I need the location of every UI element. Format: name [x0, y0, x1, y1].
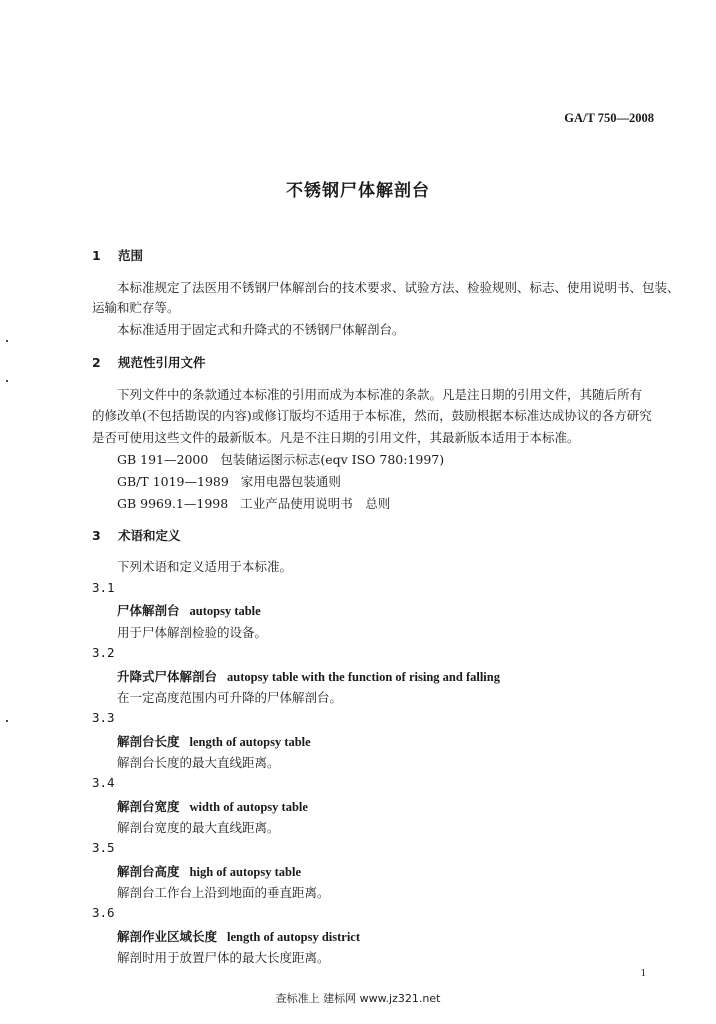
subclause-number: 3.5: [92, 840, 115, 855]
term-cn: 解剖作业区域长度: [117, 929, 218, 944]
term-en: length of autopsy district: [227, 930, 361, 944]
section-1-heading: [92, 246, 143, 264]
section-number: 2: [92, 355, 101, 370]
term-cn: 解剖台宽度: [117, 799, 180, 814]
page-number: 1: [640, 967, 646, 979]
section-title: 范围: [118, 248, 144, 263]
section-number: 3: [92, 528, 101, 543]
scan-speck: [6, 720, 8, 722]
reference-title: 家用电器包装通则: [240, 474, 341, 489]
paragraph-line: 的修改单(不包括勘误的内容)或修订版均不适用于本标准，然而，鼓励根据本标准达成协议的各方研究: [92, 408, 652, 423]
term-heading: [117, 862, 301, 880]
subclause-number: 3.2: [92, 645, 115, 660]
reference-item: [117, 450, 444, 468]
subclause-number: 3.4: [92, 775, 115, 790]
reference-title: 工业产品使用说明书 总则: [240, 496, 391, 511]
section-title: 规范性引用文件: [118, 355, 206, 370]
term-definition: 解剖台长度的最大直线距离。: [117, 755, 280, 770]
reference-item: [117, 472, 341, 490]
reference-code: GB 191—2000: [117, 452, 209, 467]
term-heading: [117, 601, 261, 619]
paragraph-line: 下列文件中的条款通过本标准的引用而成为本标准的条款。凡是注日期的引用文件，其随后所有: [117, 387, 643, 402]
section-title: 术语和定义: [118, 528, 181, 543]
term-heading: [117, 667, 500, 685]
watermark-footer: 查标准上 建标网 www.jz321.net: [275, 992, 441, 1005]
term-heading: [117, 732, 311, 750]
term-definition: 用于尸体解剖检验的设备。: [117, 625, 268, 640]
term-heading: [117, 927, 360, 945]
scan-speck: [6, 340, 8, 342]
paragraph-line: 运输和贮存等。: [92, 300, 180, 315]
reference-code: GB/T 1019—1989: [117, 474, 229, 489]
subclause-number: 3.1: [92, 580, 115, 595]
reference-item: [117, 494, 390, 512]
standard-code: GA/T 750—2008: [564, 111, 654, 125]
term-cn: 解剖台高度: [117, 864, 180, 879]
section-2-heading: [92, 353, 206, 371]
term-heading: [117, 797, 308, 815]
term-cn: 解剖台长度: [117, 734, 180, 749]
term-definition: 解剖台工作台上沿到地面的垂直距离。: [117, 885, 330, 900]
term-en: high of autopsy table: [189, 865, 301, 879]
reference-title: 包装储运图示标志(eqv ISO 780:1997): [220, 452, 445, 467]
term-cn: 尸体解剖台: [117, 603, 180, 618]
reference-code: GB 9969.1—1998: [117, 496, 229, 511]
scan-speck: [6, 380, 8, 382]
term-definition: 解剖时用于放置尸体的最大长度距离。: [117, 950, 330, 965]
subclause-number: 3.6: [92, 905, 115, 920]
term-cn: 升降式尸体解剖台: [117, 669, 218, 684]
paragraph-line: 本标准适用于固定式和升降式的不锈钢尸体解剖台。: [117, 322, 405, 337]
paragraph-line: 是否可使用这些文件的最新版本。凡是不注日期的引用文件，其最新版本适用于本标准。: [92, 430, 580, 445]
document-title: 不锈钢尸体解剖台: [286, 181, 430, 201]
term-en: length of autopsy table: [189, 735, 311, 749]
term-definition: 在一定高度范围内可升降的尸体解剖台。: [117, 690, 343, 705]
term-en: autopsy table with the function of rising and falling: [227, 670, 500, 684]
section-number: 1: [92, 248, 101, 263]
term-en: width of autopsy table: [189, 800, 308, 814]
term-definition: 解剖台宽度的最大直线距离。: [117, 820, 280, 835]
term-en: autopsy table: [189, 604, 261, 618]
paragraph-line: 下列术语和定义适用于本标准。: [117, 559, 293, 574]
section-3-heading: [92, 526, 181, 544]
paragraph-line: 本标准规定了法医用不锈钢尸体解剖台的技术要求、试验方法、检验规则、标志、使用说明书、包装、: [117, 280, 680, 295]
subclause-number: 3.3: [92, 710, 115, 725]
